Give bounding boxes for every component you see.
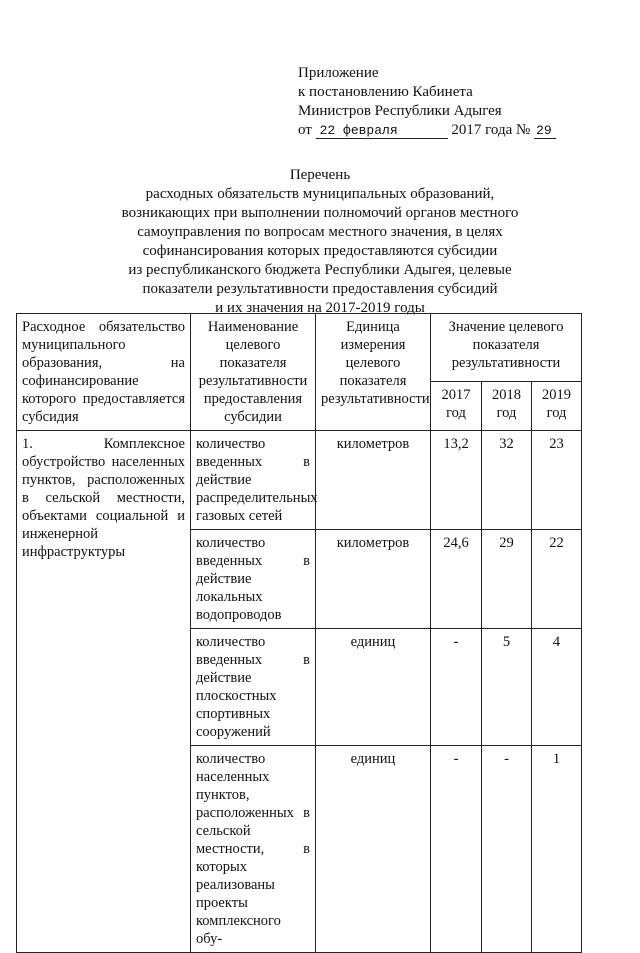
indicator-cell: количество введенных в действие распределительных газовых сетей	[191, 431, 316, 530]
title-line-2: возникающих при выполнении полномочий органов местного	[121, 205, 519, 221]
value-2019-cell: 4	[532, 629, 582, 746]
value-2019-cell: 1	[532, 746, 582, 953]
table-row	[17, 431, 582, 530]
appendix-line-2: к постановлению Кабинета	[298, 84, 473, 100]
indicator-cell: количество введенных в действие плоскостных спортивных сооружений	[191, 629, 316, 746]
appendix-block	[298, 64, 556, 140]
document-title	[80, 166, 560, 318]
header-year-2018: 2018 год	[482, 382, 532, 431]
title-line-5: из республиканского бюджета Республики Адыгея, целевые	[128, 262, 512, 278]
header-value: Значение целевого показателя результативности	[431, 314, 582, 382]
title-line-6: показатели результативности предоставления субсидий	[142, 281, 498, 297]
appendix-date-line	[298, 121, 556, 140]
value-2019-cell: 22	[532, 530, 582, 629]
header-year-2019: 2019 год	[532, 382, 582, 431]
title-line-1: расходных обязательств муниципальных образований,	[145, 186, 495, 202]
from-label: от	[298, 122, 312, 138]
handwritten-number: 29	[534, 123, 556, 139]
unit-cell: километров	[316, 431, 431, 530]
header-unit: Единица измерения целевого показателя результативности	[316, 314, 431, 431]
header-indicator: Наименование целевого показателя результативности предоставления субсидии	[191, 314, 316, 431]
header-obligation: Расходное обязательство муниципального образования, на софинансирование которого предоставляется субсидия	[17, 314, 191, 431]
value-2017-cell: -	[431, 629, 482, 746]
appendix-line-1: Приложение	[298, 65, 379, 81]
value-2018-cell: 32	[482, 431, 532, 530]
indicators-table	[16, 313, 582, 953]
appendix-line-3: Министров Республики Адыгея	[298, 103, 502, 119]
value-2019-cell: 23	[532, 431, 582, 530]
value-2018-cell: -	[482, 746, 532, 953]
value-2017-cell: 13,2	[431, 431, 482, 530]
value-2017-cell: 24,6	[431, 530, 482, 629]
year-label: 2017 года №	[451, 122, 531, 138]
unit-cell: единиц	[316, 629, 431, 746]
title-line-4: софинансирования которых предоставляются субсидии	[142, 243, 498, 259]
value-2017-cell: -	[431, 746, 482, 953]
unit-cell: километров	[316, 530, 431, 629]
indicator-cell: количество населенных пунктов, расположенных в сельской местности, в которых реализованы проекты комплексного обу-	[191, 746, 316, 953]
header-year-2017: 2017 год	[431, 382, 482, 431]
title-line-3: самоуправления по вопросам местного значения, в целях	[137, 224, 503, 240]
table-header-row	[17, 314, 582, 382]
handwritten-date: 22 февраля	[316, 123, 448, 139]
obligation-cell: 1. Комплексное обустройство населенных пунктов, расположенных в сельской местности, объектами социальной и инженерной инфраструктуры	[17, 431, 191, 953]
title-line-7: и их значения на 2017-2019 годы	[215, 300, 425, 316]
value-2018-cell: 29	[482, 530, 532, 629]
title-heading: Перечень	[289, 167, 351, 183]
unit-cell: единиц	[316, 746, 431, 953]
indicator-cell: количество введенных в действие локальных водопроводов	[191, 530, 316, 629]
value-2018-cell: 5	[482, 629, 532, 746]
